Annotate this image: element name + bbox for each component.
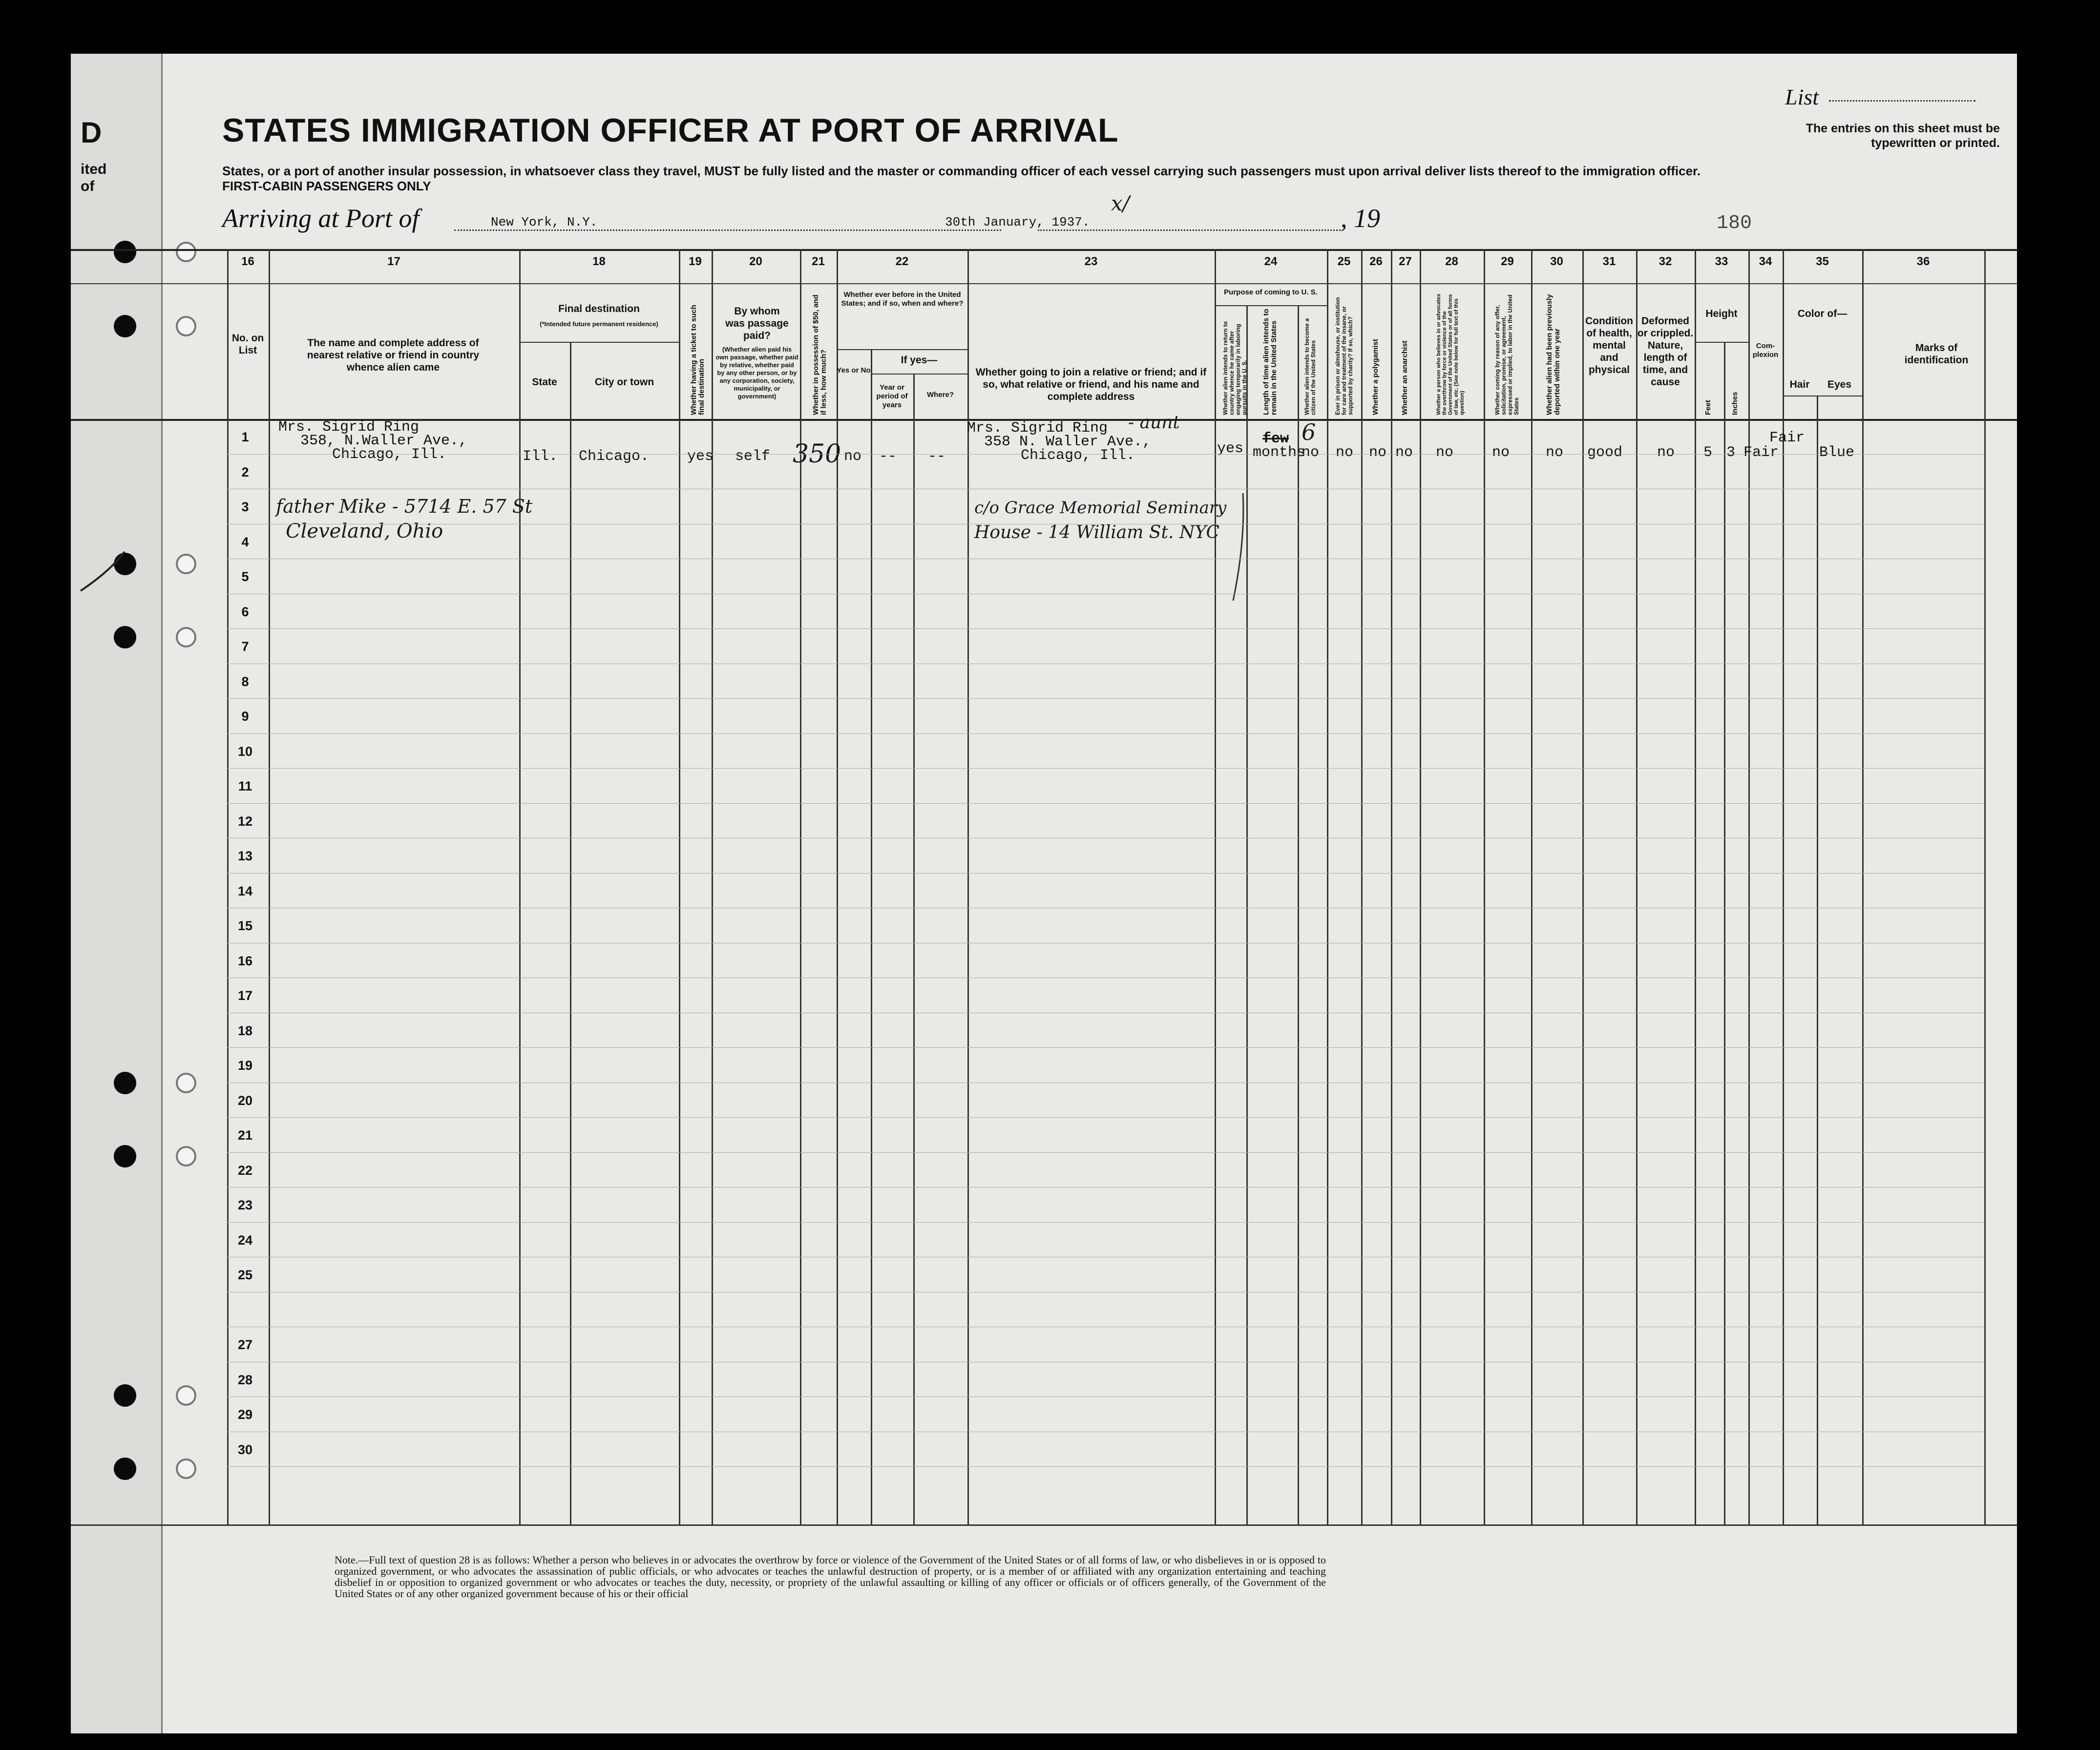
joining-relation: - aunt	[1128, 413, 1180, 433]
row-number: 19	[237, 1058, 253, 1073]
q29-value: no	[1492, 444, 1510, 461]
header-health: Condition of health, mental and physical	[1585, 315, 1633, 375]
where-value: --	[928, 448, 946, 465]
header-period: Year or period of years	[876, 383, 908, 409]
deported-value: no	[1546, 444, 1564, 461]
joining-street: 358 N. Waller Ave.,	[984, 434, 1152, 450]
row-number: 8	[241, 674, 249, 689]
header-color-of: Color of—	[1797, 308, 1848, 319]
header-height: Height	[1705, 308, 1738, 319]
year-prefix: , 19	[1341, 204, 1380, 233]
header-q29: Whether coming by reason of any offer, solicitation, promise, or agreement, expressed or implied, to labor in the United States	[1494, 294, 1520, 415]
arriving-label: Arriving at Port of	[222, 204, 420, 233]
row-number: 29	[237, 1407, 253, 1422]
header-nearest-relative: The name and complete address of nearest relative or friend in country whence alien came	[307, 337, 480, 373]
polygamist-value: no	[1369, 444, 1387, 461]
handwritten-father: father Mike - 5714 E. 57 St	[276, 496, 533, 517]
row-line	[227, 454, 1984, 455]
row-number: 22	[237, 1163, 253, 1178]
colnum-22: 22	[895, 255, 909, 268]
colnum-30: 30	[1550, 255, 1563, 268]
row-number: 21	[237, 1128, 253, 1143]
row-line	[227, 803, 1984, 804]
q28-value: no	[1436, 444, 1454, 461]
row-number: 24	[237, 1232, 253, 1248]
destination-state: Ill.	[523, 448, 558, 465]
row-number: 6	[241, 604, 249, 619]
header-length-of-stay: Length of time alien intends to remain in the United States	[1262, 309, 1278, 415]
row-line	[227, 698, 1984, 699]
colnum-34: 34	[1759, 255, 1772, 268]
row-number: 12	[237, 813, 253, 829]
passage-paid-value: self	[735, 448, 771, 465]
row-line	[227, 1117, 1984, 1118]
header-yes-no: Yes or No	[837, 366, 871, 375]
row-number: 18	[237, 1023, 253, 1038]
header-feet: Feet	[1704, 400, 1712, 415]
citizen-value: no	[1302, 444, 1320, 461]
joining-city: Chicago, Ill.	[1021, 447, 1135, 464]
colnum-20: 20	[749, 255, 762, 268]
height-inches-value: 3	[1726, 444, 1736, 461]
stay-unit: months	[1253, 444, 1306, 461]
colnum-21: 21	[812, 255, 825, 268]
header-purpose: Purpose of coming to U. S.	[1224, 288, 1318, 296]
header-deformed: Deformed or crippled. Nature, length of time, and cause	[1637, 315, 1694, 388]
colnum-32: 32	[1659, 255, 1672, 268]
header-anarchist: Whether an anarchist	[1401, 340, 1409, 415]
row-line	[227, 1187, 1984, 1188]
header-passage-note: (Whether alien paid his own passage, whether paid by relative, whether paid by any other person, or by any corporation, society, municipality, or government)	[715, 346, 798, 400]
ticket-value: yes	[687, 448, 714, 465]
row-number: 2	[241, 464, 249, 479]
row-line	[227, 1466, 1984, 1467]
colnum-18: 18	[592, 255, 606, 268]
row-number: 16	[237, 953, 253, 968]
row-number: 20	[237, 1093, 253, 1108]
header-money: Whether in possession of $50, and if less, how much?	[812, 294, 828, 415]
relative-street: 358, N.Waller Ave.,	[300, 433, 468, 449]
row-line	[227, 628, 1984, 629]
row-line	[227, 873, 1984, 874]
form-subtitle: States, or a port of another insular possession, in whatsoever class they travel, MUST be fully listed and the master or commanding officer of each vessel carrying such passengers must upon arrival deliver lists thereof to the immigration officer.	[222, 164, 1701, 178]
pen-stroke	[1233, 493, 1243, 601]
handwritten-address: House - 14 William St. NYC	[974, 522, 1219, 542]
row-number: 3	[241, 500, 249, 514]
hair-value: Fair	[1769, 430, 1805, 446]
row-number: 17	[237, 988, 253, 1003]
row-line	[227, 1396, 1984, 1397]
colnum-31: 31	[1602, 255, 1616, 268]
header-joining-relative: Whether going to join a relative or friend; and if so, what relative or friend, and his name and complete address	[975, 367, 1207, 402]
relative-city: Chicago, Ill.	[332, 446, 447, 463]
port-value: New York, N.Y.	[491, 215, 598, 229]
stay-handwritten: 6	[1302, 419, 1316, 445]
row-line	[227, 733, 1984, 734]
header-if-yes: If yes—	[901, 354, 938, 366]
cut-off-letter: D	[81, 116, 102, 149]
header-prison: Ever in prison or almshouse, or institution for care and treatment of the insane, or supported by charity? If so, which?	[1334, 297, 1354, 415]
form-title: STATES IMMIGRATION OFFICER AT PORT OF ARRIVAL	[222, 112, 1119, 149]
row-number: 4	[241, 534, 249, 549]
colnum-36: 36	[1916, 255, 1930, 268]
row-line	[227, 1222, 1984, 1223]
colnum-24: 24	[1264, 255, 1278, 268]
row-number: 30	[237, 1442, 253, 1457]
header-purpose-return: Whether alien intends to return to country whence he came after engaging temporarily in laboring pursuits in the U. S.	[1222, 321, 1248, 415]
row-number: 14	[237, 883, 253, 898]
header-ever-before: Whether ever before in the United States; and if so, when and where?	[841, 291, 964, 308]
joining-name: Mrs. Sigrid Ring	[967, 420, 1108, 437]
page-number: 180	[1717, 212, 1752, 234]
colnum-25: 25	[1337, 255, 1351, 268]
passenger-class: FIRST-CABIN PASSENGERS ONLY	[222, 179, 431, 193]
entry-instruction: The entries on this sheet must be typewritten or printed.	[1806, 122, 2000, 150]
row-number: 15	[237, 918, 253, 933]
row-number: 13	[237, 849, 253, 863]
handwritten-father-city: Cleveland, Ohio	[286, 520, 443, 542]
destination-city: Chicago.	[579, 448, 650, 465]
row-number: 10	[237, 744, 253, 759]
colnum-17: 17	[387, 255, 400, 268]
cut-off-text: of	[81, 178, 95, 194]
row-number: 23	[237, 1198, 253, 1212]
row-number: 11	[238, 779, 252, 793]
row-number: 25	[237, 1268, 253, 1282]
period-value: --	[879, 448, 897, 465]
prison-value: no	[1336, 444, 1354, 461]
date-handwritten-mark: x/	[1111, 191, 1130, 215]
header-q28: Whether a person who believes in or advocates the overthrow by force or violence of the Government of the United States or of all forms of law, etc. (See note below for full text of this question)	[1436, 293, 1465, 415]
eyes-value: Blue	[1819, 444, 1855, 461]
row-number: 5	[241, 569, 249, 584]
row-line	[227, 768, 1984, 769]
header-city: City or town	[594, 376, 654, 388]
question-28-note: Note.—Full text of question 28 is as follows: Whether a person who believes in or advocates the overthrow by force or violence of the Government of the United States or of all forms of law, or who disbelieves in or is opposed to organized government, or who advocates the assassination of public officials, or who advocates or teaches the unlawful destruction of property, or is a member of or affiliated with any organization entertaining and teaching disbelief in or opposition to organized government or who advocates or teaches the duty, necessity, or propriety of the unlawful assaulting or killing of any officer or officials or of officers generally, of the Government of the United States or of any other organized government because of his or their official	[335, 1554, 1326, 1600]
row-number: 28	[237, 1372, 253, 1387]
row-number: 27	[237, 1337, 253, 1352]
header-complexion: Com-plexion	[1752, 342, 1779, 359]
colnum-35: 35	[1816, 255, 1829, 268]
handwritten-care-of: c/o Grace Memorial Seminary	[974, 498, 1227, 518]
height-feet-value: 5	[1703, 444, 1713, 461]
header-hair: Hair	[1789, 379, 1810, 390]
manifest-sheet	[71, 54, 2017, 1733]
colnum-28: 28	[1445, 255, 1458, 268]
header-destination-note: (*Intended future permanent residence)	[540, 320, 658, 328]
header-no-on-list: No. on List	[231, 333, 264, 356]
colnum-19: 19	[689, 255, 702, 268]
header-citizen: Whether alien intends to become a citizen of the United States	[1303, 318, 1317, 415]
header-inches: Inches	[1731, 392, 1739, 415]
list-label: List	[1785, 84, 1819, 109]
colnum-26: 26	[1369, 255, 1383, 268]
colnum-27: 27	[1399, 255, 1412, 268]
cut-off-text: ited	[81, 161, 107, 177]
header-marks: Marks of identification	[1904, 342, 1969, 366]
header-ticket: Whether having a ticket to such final destination	[690, 305, 706, 415]
stay-struck-value: few	[1262, 431, 1289, 447]
health-value: good	[1587, 444, 1623, 461]
colnum-23: 23	[1084, 255, 1098, 268]
deformed-value: no	[1657, 444, 1675, 461]
colnum-16: 16	[241, 255, 254, 268]
row-line	[227, 1047, 1984, 1048]
header-passage-paid: By whom was passage paid?	[725, 306, 789, 341]
been-before-value: no	[844, 448, 862, 465]
pen-marks	[71, 54, 2017, 1733]
anarchist-value: no	[1395, 444, 1413, 461]
header-state: State	[532, 376, 557, 388]
row-line	[227, 1152, 1984, 1153]
header-deported: Whether alien had been previously deported within one year	[1545, 294, 1561, 415]
arrival-date: 30th January, 1937.	[945, 215, 1090, 229]
header-final-destination: Final destination	[558, 303, 640, 314]
header-eyes: Eyes	[1827, 379, 1852, 390]
margin-tick-mark	[81, 552, 125, 591]
header-where: Where?	[926, 391, 954, 399]
colnum-33: 33	[1715, 255, 1728, 268]
row-number: 1	[241, 430, 249, 444]
complexion-value: Fair	[1743, 444, 1779, 461]
row-number: 9	[241, 709, 249, 724]
purpose-return-value: yes	[1217, 440, 1244, 457]
header-polygamist: Whether a polygamist	[1371, 339, 1380, 415]
relative-name: Mrs. Sigrid Ring	[278, 419, 420, 436]
row-number: 7	[241, 639, 249, 654]
money-value: 350	[793, 439, 841, 469]
colnum-29: 29	[1501, 255, 1514, 268]
